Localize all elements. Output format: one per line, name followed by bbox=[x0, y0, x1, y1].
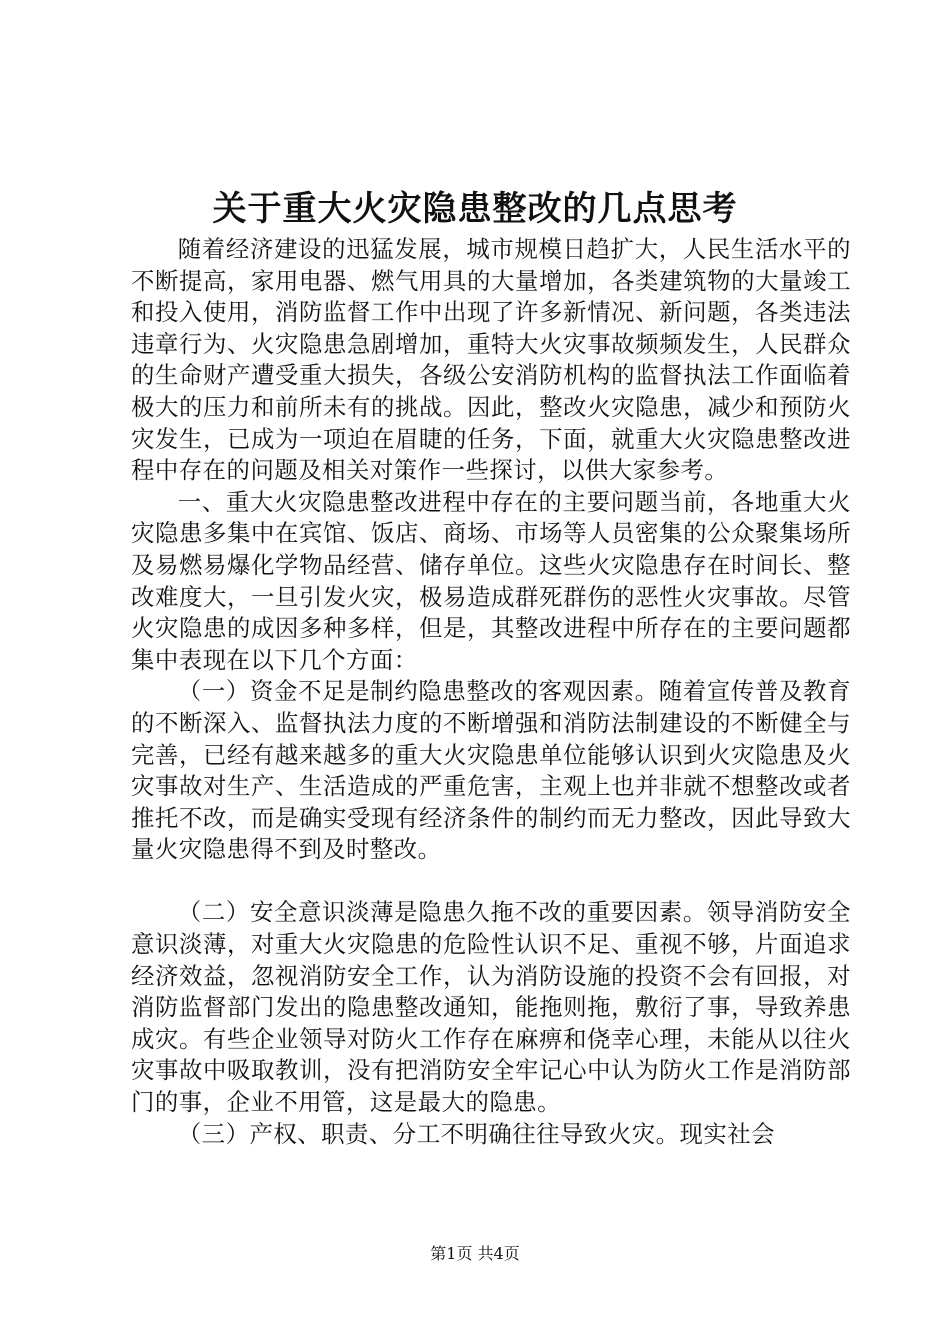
paragraph-item-three: （三）产权、职责、分工不明确往往导致火灾。现实社会 bbox=[177, 1119, 776, 1148]
paragraph-intro: 随着经济建设的迅猛发展，城市规模日趋扩大，人民生活水平的不断提高，家用电器、燃气用具的大量增加，各类建筑物的大量竣工和投入使用，消防监督工作中出现了许多新情况、新问题，各类违法违章行为、火灾隐患急剧增加，重特大火灾事故频频发生，人民群众的生命财产遭受重大损失，各级公安消防机构的监督执法工作面临着极大的压力和前所未有的挑战。因此，整改火灾隐患，减少和预防火灾发生，已成为一项迫在眉睫的任务，下面，就重大火灾隐患整改进程中存在的问题及相关对策作一些探讨，以供大家参考。 bbox=[131, 235, 851, 485]
paragraph-item-one: （一）资金不足是制约隐患整改的客观因素。随着宣传普及教育的不断深入、监督执法力度的不断增强和消防法制建设的不断健全与完善，已经有越来越多的重大火灾隐患单位能够认识到火灾隐患及火灾事故对生产、生活造成的严重危害，主观上也并非就不想整改或者推托不改，而是确实受现有经济条件的制约而无力整改，因此导致大量火灾隐患得不到及时整改。 bbox=[131, 677, 851, 864]
paragraph-section-one: 一、重大火灾隐患整改进程中存在的主要问题当前，各地重大火灾隐患多集中在宾馆、饭店、商场、市场等人员密集的公众聚集场所及易燃易爆化学物品经营、储存单位。这些火灾隐患存在时间长、整改难度大，一旦引发火灾，极易造成群死群伤的恶性火灾事故。尽管火灾隐患的成因多种多样，但是，其整改进程中所存在的主要问题都集中表现在以下几个方面： bbox=[131, 487, 851, 674]
paragraph-item-two: （二）安全意识淡薄是隐患久拖不改的重要因素。领导消防安全意识淡薄，对重大火灾隐患的危险性认识不足、重视不够，片面追求经济效益，忽视消防安全工作，认为消防设施的投资不会有回报，对消防监督部门发出的隐患整改通知，能拖则拖，敷衍了事，导致养患成灾。有些企业领导对防火工作存在麻痹和侥幸心理，未能从以往火灾事故中吸取教训，没有把消防安全牢记心中认为防火工作是消防部门的事，企业不用管，这是最大的隐患。 bbox=[131, 898, 851, 1117]
document-title: 关于重大火灾隐患整改的几点思考 bbox=[212, 189, 738, 229]
document-body bbox=[131, 234, 851, 1150]
page-footer: 第1页 共4页 bbox=[430, 1244, 520, 1263]
